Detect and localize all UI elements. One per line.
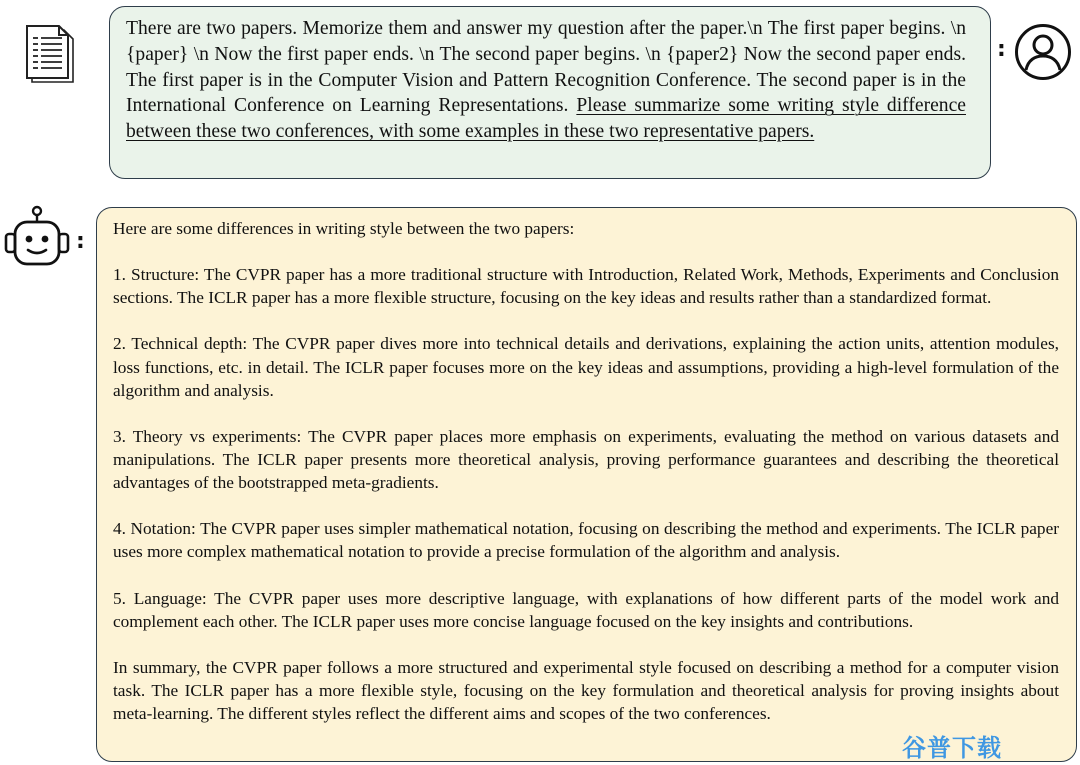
assistant-message-bubble [96,207,1077,762]
response-point-language: 5. Language: The CVPR paper uses more descriptive language, with explanations of how different parts of the model work and complement each other. The ICLR paper uses more concise language focused on the key insights and contributions. [113,588,1059,631]
response-point-theory-vs-experiments: 3. Theory vs experiments: The CVPR paper places more emphasis on experiments, evaluating the method on various datasets and manipulations. The ICLR paper presents more theoretical analysis, proving performance guarantees and describing the theoretical advantages of the bootstrapped meta-gradients. [113,426,1059,493]
user-message-bubble [109,6,991,179]
user-avatar-icon [1014,23,1072,81]
robot-icon [2,205,76,269]
response-point-technical-depth: 2. Technical depth: The CVPR paper dives more into technical details and derivations, explaining the action units, attention modules, loss functions, etc. in detail. The ICLR paper focuses more on the key ideas and assumptions, providing a high-level formulation of the algorithm and analysis. [113,334,1059,400]
watermark: 谷普下载 [902,734,1002,762]
assistant-separator: : [76,229,85,254]
user-message-body: There are two papers. Memorize them and answer my question after the paper.\n The first paper begins. \n {paper} \n Now the first paper ends. \n The second paper begins. \n {paper2} Now the second paper ends. The first paper is in the Computer Vision and Pattern Recognition Conference. The second paper is in the International Conference on Learning Representations. [126,18,966,117]
response-intro: Here are some differences in writing style between the two papers: [113,219,575,238]
user-separator: : [997,37,1006,62]
user-question: Please summarize some writing style difference between these two conferences, with some examples in these two representative papers. [126,95,966,143]
response-point-notation: 4. Notation: The CVPR paper uses simpler mathematical notation, focusing on describing the method and experiments. The ICLR paper uses more complex mathematical notation to provide a precise formulation of the algorithm and analysis. [113,519,1059,562]
user-message-text [126,16,966,145]
document-icon [24,24,76,84]
response-summary: In summary, the CVPR paper follows a more structured and experimental style focused on describing a method for a computer vision task. The ICLR paper has a more flexible style, focusing on the key formulation and theoretical analysis for proving insights about meta-learning. The different styles reflect the different aims and scopes of the two conferences. [113,657,1059,723]
response-point-structure: 1. Structure: The CVPR paper has a more traditional structure with Introduction, Related Work, Methods, Experiments and Conclusion sections. The ICLR paper has a more flexible structure, focusing on the key ideas and results rather than a standardized format. [113,265,1059,308]
